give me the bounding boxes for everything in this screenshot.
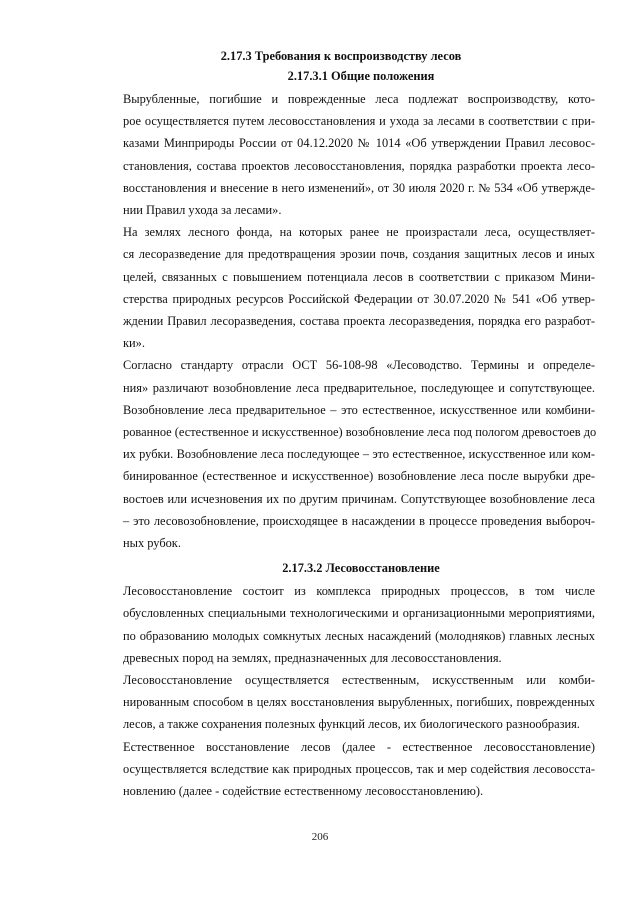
- text-line: восстановления и внесение в него изменений», от 30 июля 2020 г. № 534 «Об утвержде-: [123, 180, 595, 195]
- text-line: ся лесоразведение для предотвращения эрозии почв, создания защитных лесов и иных: [123, 247, 595, 262]
- text-line: целей, связанных с повышением потенциала лесов в соответствии с приказом Мини-: [123, 269, 595, 284]
- text-line: новлению (далее - содействие естественному лесовосстановлению).: [123, 784, 484, 799]
- text-line: нированным способом в целях восстановления вырубленных, погибших, поврежденных: [123, 695, 595, 710]
- text-line: бинированное (естественное и искусственное) возобновление леса после вырубки дре-: [123, 469, 595, 484]
- text-line: Лесовосстановление состоит из комплекса природных процессов, в том числе: [123, 584, 595, 599]
- text-line: востоев или исчезновения их по другим причинам. Сопутствующее возобновление леса: [123, 491, 595, 506]
- text-line: Лесовосстановление осуществляется естественным, искусственным или комби-: [123, 673, 595, 688]
- text-line: ки».: [123, 336, 145, 351]
- text-line: Согласно стандарту отрасли ОСТ 56-108-98 «Лесоводство. Термины и определе-: [123, 358, 595, 373]
- paragraph: [87, 221, 595, 354]
- subsection-heading-reforestation: 2.17.3.2 Лесовосстановление: [282, 561, 440, 576]
- text-line: обусловленных специальными технологическими и организационными мероприятиями,: [123, 606, 595, 621]
- text-line: – это лесовозобновление, происходящее в насаждении в процессе проведения выбороч-: [123, 513, 595, 528]
- paragraph: [87, 88, 595, 221]
- paragraph: [87, 669, 595, 736]
- text-line: ных рубок.: [123, 536, 181, 551]
- text-line: стерства природных ресурсов Российской Федерации от 30.07.2020 № 541 «Об утвер-: [123, 291, 595, 306]
- paragraph: [87, 354, 595, 554]
- page-number: 206: [311, 831, 329, 843]
- text-line: осуществляется вследствие как природных процессов, так и мер содействия лесовосста-: [123, 761, 595, 776]
- text-line: На землях лесного фонда, на которых ранее не произрастали леса, осуществляет-: [123, 225, 595, 240]
- text-line: Вырубленные, погибшие и поврежденные леса подлежат воспроизводству, кото-: [123, 92, 595, 106]
- paragraph: [87, 580, 595, 669]
- text-line: казами Минприроды России от 04.12.2020 № 1014 «Об утверждении Правил лесовос-: [123, 136, 595, 151]
- text-line: ждении Правил лесоразведения, состава проекта лесоразведения, порядка его разработ-: [123, 314, 595, 329]
- text-line: Естественное восстановление лесов (далее - естественное лесовосстановление): [123, 739, 595, 754]
- text-line: становления, состава проектов лесовосстановления, порядка разработки проекта лесо-: [123, 158, 595, 173]
- text-line: лесов, а также сохранения полезных функций лесов, их биологического разнообразия.: [123, 717, 580, 732]
- text-line: их рубки. Возобновление леса последующее – это естественное, искусственное или ком-: [123, 447, 595, 462]
- text-line: рое осуществляется путем лесовосстановления и ухода за лесами в соответствии с при-: [123, 114, 595, 129]
- paragraph: [87, 736, 595, 803]
- text-line: Возобновление леса предварительное – это естественное, искусственное или комбини-: [123, 402, 595, 417]
- text-line: рованное (естественное и искусственное) возобновление леса под пологом древостоев до: [123, 425, 597, 440]
- document-page: [87, 46, 595, 802]
- text-line: древесных пород на землях, предназначенных для лесовосстановления.: [123, 650, 502, 665]
- subsection-heading-general: 2.17.3.1 Общие положения: [287, 69, 435, 83]
- text-line: ния» различают возобновление леса предварительное, последующее и сопутствующее.: [123, 380, 595, 395]
- text-line: по образованию молодых сомкнутых лесных насаждений (молодняков) главных лесных: [123, 628, 595, 643]
- text-line: нии Правил ухода за лесами».: [123, 203, 282, 218]
- section-heading: 2.17.3 Требования к воспроизводству лесов: [220, 49, 462, 63]
